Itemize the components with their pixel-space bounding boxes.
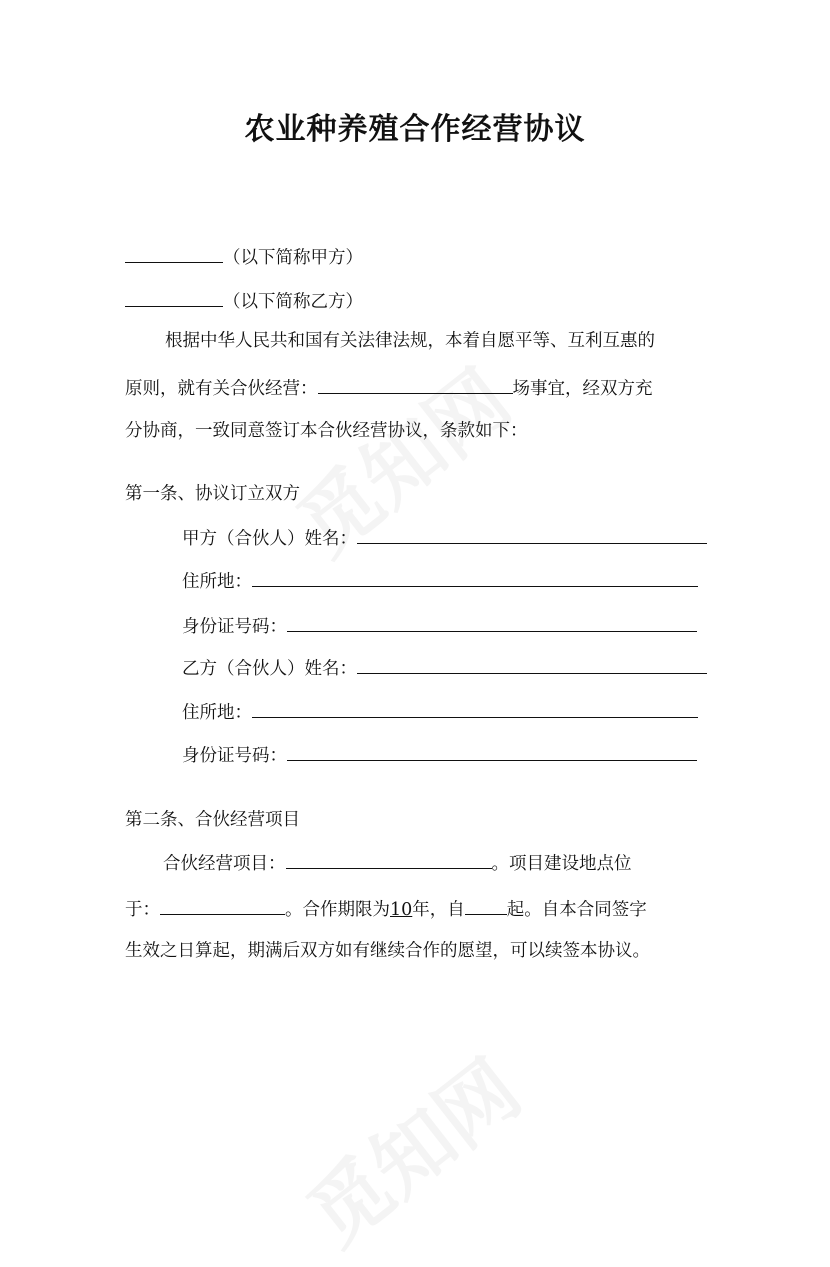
article2-heading: 第二条、合伙经营项目 (125, 810, 300, 830)
intro-line-2-pre: 原则，就有关合伙经营： (125, 379, 318, 399)
watermark-bottom (280, 1028, 540, 1266)
party-a-address-label: 住所地： (182, 572, 252, 592)
intro-line-2-post: 场事宜，经双方充 (512, 379, 653, 399)
party-b-suffix: （以下简称乙方） (223, 292, 363, 312)
party-a-address-row (182, 568, 698, 594)
article2-line-2-mid: 。合作期限为 (285, 900, 390, 920)
party-b-id-field[interactable] (287, 742, 697, 761)
business-blank[interactable] (318, 375, 513, 394)
intro-line-1: 根据中华人民共和国有关法律法规，本着自愿平等、互利互惠的 (165, 331, 655, 351)
start-date-field[interactable] (465, 896, 507, 915)
intro-line-2 (125, 375, 653, 401)
project-field[interactable] (286, 850, 492, 869)
party-b-line (125, 288, 363, 314)
document-title: 农业种养殖合作经营协议 (244, 112, 586, 147)
intro-line-3: 分协商，一致同意签订本合伙经营协议，条款如下： (125, 421, 528, 441)
party-b-address-label: 住所地： (182, 703, 252, 723)
party-a-name-field[interactable] (357, 525, 707, 544)
party-a-line (125, 244, 363, 270)
party-a-name-row (182, 525, 707, 551)
party-b-name-field[interactable] (357, 655, 707, 674)
party-a-id-row (182, 613, 697, 639)
article1-heading: 第一条、协议订立双方 (125, 484, 300, 504)
party-a-address-field[interactable] (252, 568, 698, 587)
term-years: 10 (390, 900, 413, 920)
article2-line-3: 生效之日算起，期满后双方如有继续合作的愿望，可以续签本协议。 (125, 941, 650, 961)
article2-line-1-pre: 合伙经营项目： (163, 854, 286, 874)
party-a-name-label: 甲方（合伙人）姓名： (182, 529, 357, 549)
party-a-id-label: 身份证号码： (182, 617, 287, 637)
article2-line-1-post: 。项目建设地点位 (491, 854, 632, 874)
party-a-suffix: （以下简称甲方） (223, 248, 363, 268)
party-b-address-row (182, 699, 698, 725)
article2-line-1 (163, 850, 632, 876)
party-b-name-row (182, 655, 707, 681)
article2-line-2-pre: 于： (125, 900, 160, 920)
party-b-id-row (182, 742, 697, 768)
party-b-address-field[interactable] (252, 699, 698, 718)
party-b-id-label: 身份证号码： (182, 746, 287, 766)
article2-line-2 (125, 896, 647, 922)
party-a-blank[interactable] (125, 244, 223, 263)
party-a-id-field[interactable] (287, 613, 697, 632)
article2-line-2-mid2: 年，自 (412, 900, 465, 920)
location-field[interactable] (160, 896, 285, 915)
party-b-blank[interactable] (125, 288, 223, 307)
party-b-name-label: 乙方（合伙人）姓名： (182, 659, 357, 679)
article2-line-2-post: 起。自本合同签字 (506, 900, 647, 920)
